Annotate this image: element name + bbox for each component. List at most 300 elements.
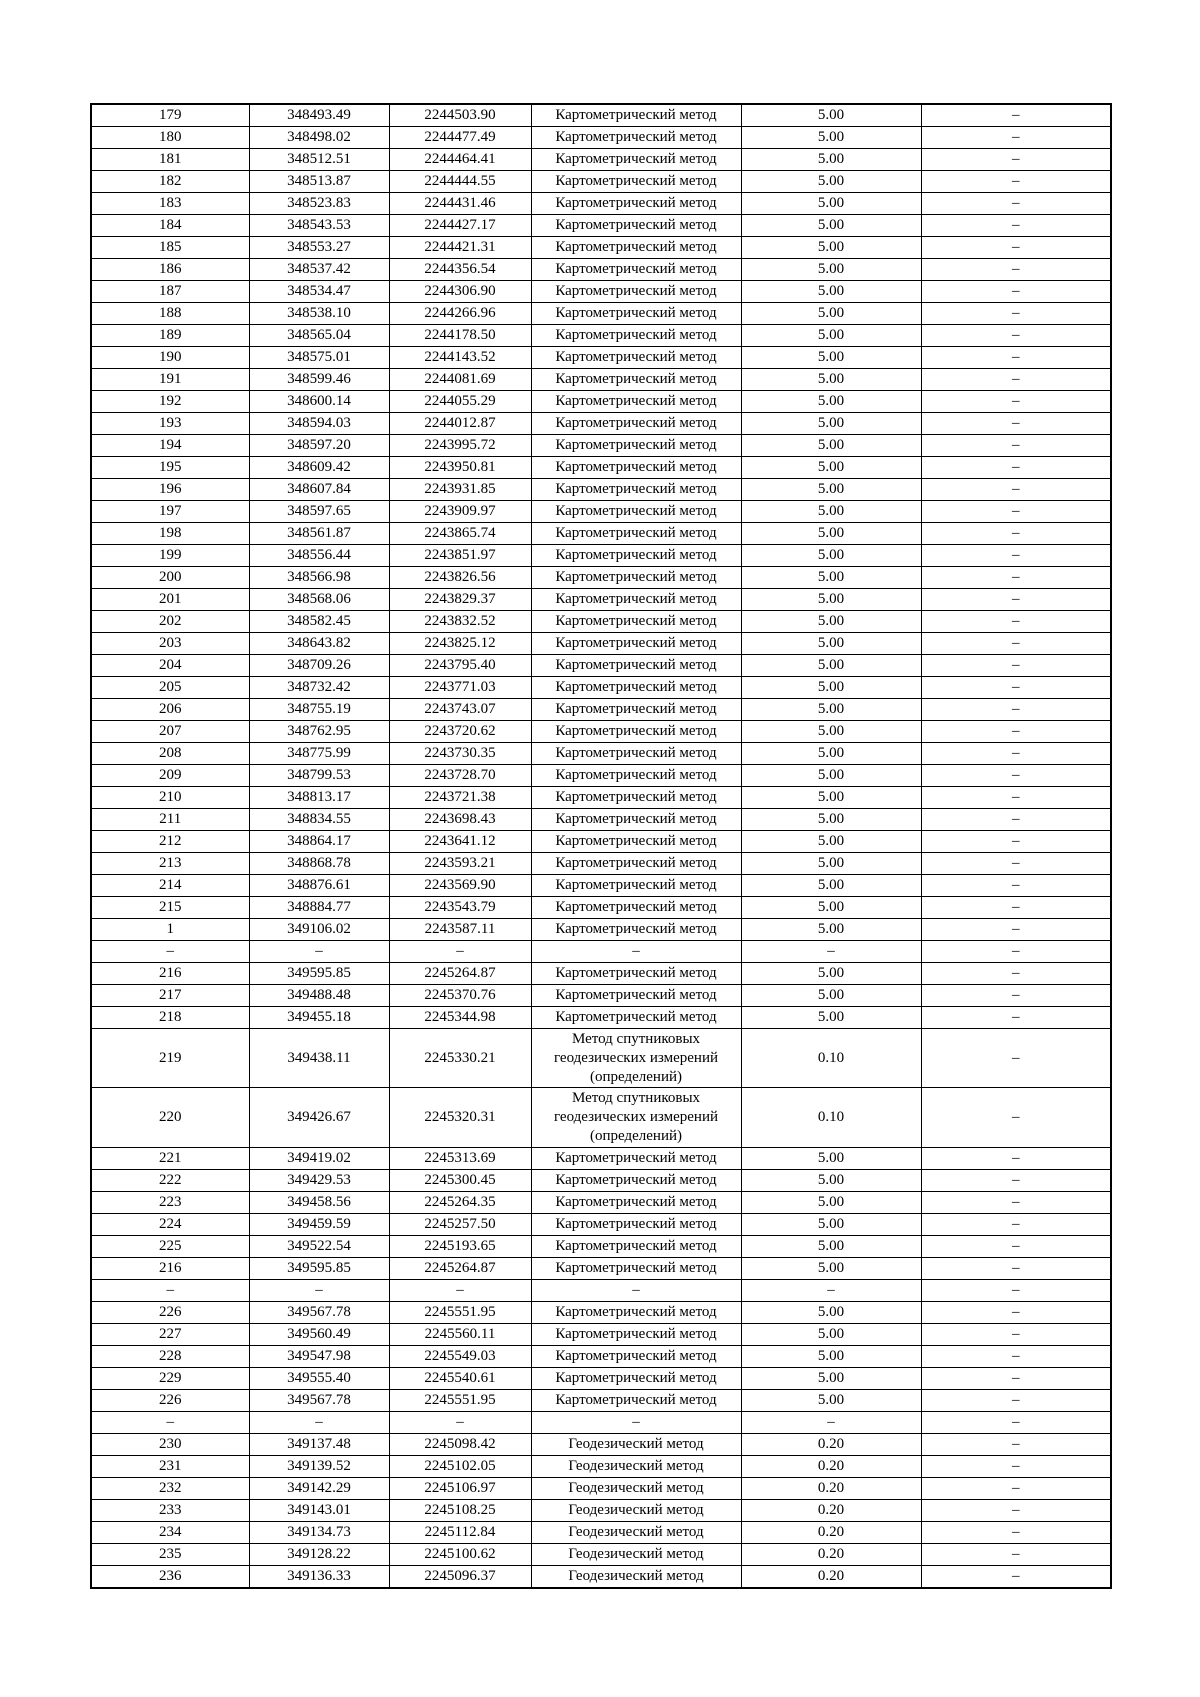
y-coordinate-cell: 2243826.56 xyxy=(389,567,531,589)
table-row xyxy=(91,1029,1111,1088)
method-cell: Картометрический метод xyxy=(531,1345,741,1367)
x-coordinate-cell: 348537.42 xyxy=(249,259,389,281)
y-coordinate-cell: 2243829.37 xyxy=(389,589,531,611)
x-coordinate-cell: 348755.19 xyxy=(249,699,389,721)
point-number-cell: 214 xyxy=(91,875,249,897)
y-coordinate-cell: 2244356.54 xyxy=(389,259,531,281)
precision-cell: 5.00 xyxy=(741,413,921,435)
method-cell: Картометрический метод xyxy=(531,1301,741,1323)
point-number-cell: 210 xyxy=(91,787,249,809)
table-row xyxy=(91,1323,1111,1345)
precision-cell: 5.00 xyxy=(741,1235,921,1257)
precision-cell: 5.00 xyxy=(741,1007,921,1029)
precision-cell: 0.20 xyxy=(741,1477,921,1499)
method-cell: Картометрический метод xyxy=(531,1191,741,1213)
precision-cell: 5.00 xyxy=(741,611,921,633)
method-cell: Картометрический метод xyxy=(531,589,741,611)
method-cell: Картометрический метод xyxy=(531,611,741,633)
y-coordinate-cell: – xyxy=(389,1279,531,1301)
note-cell: – xyxy=(921,1301,1111,1323)
point-number-cell: 218 xyxy=(91,1007,249,1029)
x-coordinate-cell: 349547.98 xyxy=(249,1345,389,1367)
x-coordinate-cell: 348643.82 xyxy=(249,633,389,655)
precision-cell: 5.00 xyxy=(741,1191,921,1213)
x-coordinate-cell: 348568.06 xyxy=(249,589,389,611)
y-coordinate-cell: 2243587.11 xyxy=(389,919,531,941)
method-cell: Картометрический метод xyxy=(531,104,741,127)
method-cell: Картометрический метод xyxy=(531,281,741,303)
note-cell: – xyxy=(921,457,1111,479)
table-row xyxy=(91,699,1111,721)
precision-cell: 5.00 xyxy=(741,479,921,501)
note-cell: – xyxy=(921,1257,1111,1279)
note-cell: – xyxy=(921,875,1111,897)
note-cell: – xyxy=(921,193,1111,215)
point-number-cell: 227 xyxy=(91,1323,249,1345)
method-cell: Картометрический метод xyxy=(531,149,741,171)
method-cell: Геодезический метод xyxy=(531,1565,741,1588)
y-coordinate-cell: 2244012.87 xyxy=(389,413,531,435)
note-cell: – xyxy=(921,545,1111,567)
table-row xyxy=(91,853,1111,875)
method-cell: Геодезический метод xyxy=(531,1521,741,1543)
point-number-cell: 195 xyxy=(91,457,249,479)
y-coordinate-cell: 2245264.35 xyxy=(389,1191,531,1213)
table-row xyxy=(91,677,1111,699)
table-row xyxy=(91,1213,1111,1235)
y-coordinate-cell: 2243995.72 xyxy=(389,435,531,457)
point-number-cell: 204 xyxy=(91,655,249,677)
y-coordinate-cell: 2245551.95 xyxy=(389,1389,531,1411)
note-cell: – xyxy=(921,435,1111,457)
note-cell: – xyxy=(921,941,1111,963)
x-coordinate-cell: 349459.59 xyxy=(249,1213,389,1235)
x-coordinate-cell: 348600.14 xyxy=(249,391,389,413)
table-row xyxy=(91,809,1111,831)
method-cell: Геодезический метод xyxy=(531,1499,741,1521)
x-coordinate-cell: 348599.46 xyxy=(249,369,389,391)
precision-cell: 5.00 xyxy=(741,677,921,699)
precision-cell: 5.00 xyxy=(741,457,921,479)
note-cell: – xyxy=(921,1477,1111,1499)
precision-cell: 5.00 xyxy=(741,1367,921,1389)
x-coordinate-cell: 349419.02 xyxy=(249,1147,389,1169)
method-cell: Картометрический метод xyxy=(531,985,741,1007)
point-number-cell: 232 xyxy=(91,1477,249,1499)
point-number-cell: 194 xyxy=(91,435,249,457)
note-cell: – xyxy=(921,1345,1111,1367)
point-number-cell: 236 xyxy=(91,1565,249,1588)
note-cell: – xyxy=(921,809,1111,831)
table-row xyxy=(91,237,1111,259)
y-coordinate-cell: 2245300.45 xyxy=(389,1169,531,1191)
point-number-cell: 233 xyxy=(91,1499,249,1521)
y-coordinate-cell: 2243543.79 xyxy=(389,897,531,919)
table-row xyxy=(91,963,1111,985)
note-cell: – xyxy=(921,743,1111,765)
x-coordinate-cell: 349567.78 xyxy=(249,1389,389,1411)
y-coordinate-cell: 2243743.07 xyxy=(389,699,531,721)
note-cell: – xyxy=(921,369,1111,391)
precision-cell: 5.00 xyxy=(741,545,921,567)
table-row xyxy=(91,1088,1111,1147)
point-number-cell: 220 xyxy=(91,1088,249,1147)
y-coordinate-cell: 2243950.81 xyxy=(389,457,531,479)
method-cell: Картометрический метод xyxy=(531,303,741,325)
y-coordinate-cell: 2245264.87 xyxy=(389,963,531,985)
table-row xyxy=(91,941,1111,963)
point-number-cell: 226 xyxy=(91,1389,249,1411)
y-coordinate-cell: – xyxy=(389,941,531,963)
table-row xyxy=(91,1455,1111,1477)
note-cell: – xyxy=(921,1433,1111,1455)
x-coordinate-cell: 349134.73 xyxy=(249,1521,389,1543)
y-coordinate-cell: 2244081.69 xyxy=(389,369,531,391)
x-coordinate-cell: 348561.87 xyxy=(249,523,389,545)
x-coordinate-cell: 348864.17 xyxy=(249,831,389,853)
point-number-cell: 197 xyxy=(91,501,249,523)
x-coordinate-cell: 349143.01 xyxy=(249,1499,389,1521)
point-number-cell: 188 xyxy=(91,303,249,325)
x-coordinate-cell: 348498.02 xyxy=(249,127,389,149)
method-cell: Картометрический метод xyxy=(531,919,741,941)
y-coordinate-cell: 2243865.74 xyxy=(389,523,531,545)
point-number-cell: 180 xyxy=(91,127,249,149)
precision-cell: 5.00 xyxy=(741,743,921,765)
precision-cell: 5.00 xyxy=(741,215,921,237)
note-cell: – xyxy=(921,1543,1111,1565)
point-number-cell: 184 xyxy=(91,215,249,237)
precision-cell: 5.00 xyxy=(741,655,921,677)
x-coordinate-cell: 349142.29 xyxy=(249,1477,389,1499)
y-coordinate-cell: 2245257.50 xyxy=(389,1213,531,1235)
note-cell: – xyxy=(921,281,1111,303)
table-row xyxy=(91,721,1111,743)
note-cell: – xyxy=(921,413,1111,435)
y-coordinate-cell: 2243728.70 xyxy=(389,765,531,787)
y-coordinate-cell: 2243720.62 xyxy=(389,721,531,743)
method-cell: Картометрический метод xyxy=(531,655,741,677)
method-cell: Картометрический метод xyxy=(531,127,741,149)
y-coordinate-cell: 2245100.62 xyxy=(389,1543,531,1565)
note-cell: – xyxy=(921,963,1111,985)
table-row xyxy=(91,413,1111,435)
point-number-cell: 213 xyxy=(91,853,249,875)
precision-cell: 0.20 xyxy=(741,1521,921,1543)
precision-cell: 5.00 xyxy=(741,435,921,457)
y-coordinate-cell: 2243795.40 xyxy=(389,655,531,677)
precision-cell: 0.10 xyxy=(741,1088,921,1147)
note-cell: – xyxy=(921,831,1111,853)
precision-cell: 5.00 xyxy=(741,523,921,545)
note-cell: – xyxy=(921,1323,1111,1345)
point-number-cell: 229 xyxy=(91,1367,249,1389)
point-number-cell: 228 xyxy=(91,1345,249,1367)
y-coordinate-cell: 2243832.52 xyxy=(389,611,531,633)
x-coordinate-cell: 349137.48 xyxy=(249,1433,389,1455)
precision-cell: 5.00 xyxy=(741,589,921,611)
y-coordinate-cell: 2243851.97 xyxy=(389,545,531,567)
precision-cell: 5.00 xyxy=(741,809,921,831)
precision-cell: – xyxy=(741,941,921,963)
x-coordinate-cell: 348709.26 xyxy=(249,655,389,677)
table-row xyxy=(91,281,1111,303)
table-row xyxy=(91,1411,1111,1433)
table-row xyxy=(91,347,1111,369)
note-cell: – xyxy=(921,985,1111,1007)
y-coordinate-cell: 2243641.12 xyxy=(389,831,531,853)
point-number-cell: 185 xyxy=(91,237,249,259)
point-number-cell: 200 xyxy=(91,567,249,589)
table-row xyxy=(91,611,1111,633)
y-coordinate-cell: 2245264.87 xyxy=(389,1257,531,1279)
table-row xyxy=(91,897,1111,919)
y-coordinate-cell: 2243593.21 xyxy=(389,853,531,875)
note-cell: – xyxy=(921,1411,1111,1433)
x-coordinate-cell: – xyxy=(249,941,389,963)
point-number-cell: 199 xyxy=(91,545,249,567)
precision-cell: 5.00 xyxy=(741,127,921,149)
precision-cell: 5.00 xyxy=(741,875,921,897)
x-coordinate-cell: 349429.53 xyxy=(249,1169,389,1191)
note-cell: – xyxy=(921,897,1111,919)
x-coordinate-cell: 349128.22 xyxy=(249,1543,389,1565)
precision-cell: – xyxy=(741,1279,921,1301)
method-cell: Картометрический метод xyxy=(531,633,741,655)
method-cell: Картометрический метод xyxy=(531,325,741,347)
y-coordinate-cell: 2243721.38 xyxy=(389,787,531,809)
x-coordinate-cell: 348565.04 xyxy=(249,325,389,347)
precision-cell: 5.00 xyxy=(741,501,921,523)
point-number-cell: 216 xyxy=(91,963,249,985)
table-row xyxy=(91,303,1111,325)
method-cell: Картометрический метод xyxy=(531,853,741,875)
precision-cell: 5.00 xyxy=(741,325,921,347)
precision-cell: 5.00 xyxy=(741,347,921,369)
note-cell: – xyxy=(921,303,1111,325)
precision-cell: 5.00 xyxy=(741,1257,921,1279)
x-coordinate-cell: 349136.33 xyxy=(249,1565,389,1588)
x-coordinate-cell: 348543.53 xyxy=(249,215,389,237)
x-coordinate-cell: 349595.85 xyxy=(249,963,389,985)
y-coordinate-cell: 2244266.96 xyxy=(389,303,531,325)
precision-cell: 5.00 xyxy=(741,391,921,413)
y-coordinate-cell: 2244055.29 xyxy=(389,391,531,413)
y-coordinate-cell: 2244427.17 xyxy=(389,215,531,237)
note-cell: – xyxy=(921,721,1111,743)
point-number-cell: 230 xyxy=(91,1433,249,1455)
note-cell: – xyxy=(921,1521,1111,1543)
precision-cell: 5.00 xyxy=(741,897,921,919)
precision-cell: 5.00 xyxy=(741,831,921,853)
note-cell: – xyxy=(921,1191,1111,1213)
point-number-cell: 187 xyxy=(91,281,249,303)
method-cell: Картометрический метод xyxy=(531,1367,741,1389)
method-cell: Картометрический метод xyxy=(531,765,741,787)
precision-cell: 5.00 xyxy=(741,699,921,721)
method-cell: Картометрический метод xyxy=(531,1007,741,1029)
y-coordinate-cell: 2244444.55 xyxy=(389,171,531,193)
point-number-cell: 182 xyxy=(91,171,249,193)
point-number-cell: 205 xyxy=(91,677,249,699)
x-coordinate-cell: 348607.84 xyxy=(249,479,389,501)
point-number-cell: 203 xyxy=(91,633,249,655)
precision-cell: 0.20 xyxy=(741,1543,921,1565)
point-number-cell: 215 xyxy=(91,897,249,919)
note-cell: – xyxy=(921,1455,1111,1477)
note-cell: – xyxy=(921,633,1111,655)
note-cell: – xyxy=(921,237,1111,259)
method-cell: Картометрический метод xyxy=(531,677,741,699)
point-number-cell: 208 xyxy=(91,743,249,765)
x-coordinate-cell: 349488.48 xyxy=(249,985,389,1007)
y-coordinate-cell: 2245098.42 xyxy=(389,1433,531,1455)
point-number-cell: 192 xyxy=(91,391,249,413)
x-coordinate-cell: 348775.99 xyxy=(249,743,389,765)
note-cell: – xyxy=(921,919,1111,941)
table-row xyxy=(91,501,1111,523)
precision-cell: 5.00 xyxy=(741,721,921,743)
x-coordinate-cell: 348813.17 xyxy=(249,787,389,809)
method-cell: Картометрический метод xyxy=(531,787,741,809)
method-cell: Картометрический метод xyxy=(531,963,741,985)
x-coordinate-cell: 349455.18 xyxy=(249,1007,389,1029)
note-cell: – xyxy=(921,501,1111,523)
x-coordinate-cell: 348534.47 xyxy=(249,281,389,303)
note-cell: – xyxy=(921,1235,1111,1257)
table-row xyxy=(91,1279,1111,1301)
table-row xyxy=(91,787,1111,809)
y-coordinate-cell: 2244306.90 xyxy=(389,281,531,303)
coordinates-table xyxy=(90,103,1112,1589)
table-row xyxy=(91,765,1111,787)
y-coordinate-cell: 2245540.61 xyxy=(389,1367,531,1389)
x-coordinate-cell: 348876.61 xyxy=(249,875,389,897)
table-row xyxy=(91,215,1111,237)
table-row xyxy=(91,149,1111,171)
table-row xyxy=(91,919,1111,941)
point-number-cell: 179 xyxy=(91,104,249,127)
note-cell: – xyxy=(921,149,1111,171)
table-row xyxy=(91,1389,1111,1411)
note-cell: – xyxy=(921,567,1111,589)
table-row xyxy=(91,875,1111,897)
y-coordinate-cell: 2243730.35 xyxy=(389,743,531,765)
x-coordinate-cell: 349106.02 xyxy=(249,919,389,941)
note-cell: – xyxy=(921,1088,1111,1147)
method-cell: Картометрический метод xyxy=(531,743,741,765)
precision-cell: 5.00 xyxy=(741,787,921,809)
point-number-cell: 181 xyxy=(91,149,249,171)
x-coordinate-cell: 349139.52 xyxy=(249,1455,389,1477)
note-cell: – xyxy=(921,1213,1111,1235)
precision-cell: 5.00 xyxy=(741,1345,921,1367)
y-coordinate-cell: 2244421.31 xyxy=(389,237,531,259)
note-cell: – xyxy=(921,1499,1111,1521)
y-coordinate-cell: 2245102.05 xyxy=(389,1455,531,1477)
note-cell: – xyxy=(921,1147,1111,1169)
method-cell: Картометрический метод xyxy=(531,193,741,215)
method-cell: – xyxy=(531,1279,741,1301)
point-number-cell: 206 xyxy=(91,699,249,721)
table-row xyxy=(91,743,1111,765)
precision-cell: 5.00 xyxy=(741,171,921,193)
x-coordinate-cell: 348582.45 xyxy=(249,611,389,633)
x-coordinate-cell: 348523.83 xyxy=(249,193,389,215)
note-cell: – xyxy=(921,1565,1111,1588)
method-cell: Картометрический метод xyxy=(531,501,741,523)
precision-cell: 0.20 xyxy=(741,1565,921,1588)
y-coordinate-cell: 2243909.97 xyxy=(389,501,531,523)
precision-cell: 5.00 xyxy=(741,259,921,281)
precision-cell: 5.00 xyxy=(741,281,921,303)
method-cell: Картометрический метод xyxy=(531,171,741,193)
point-number-cell: 190 xyxy=(91,347,249,369)
table-row xyxy=(91,1301,1111,1323)
note-cell: – xyxy=(921,1279,1111,1301)
method-cell: Картометрический метод xyxy=(531,1213,741,1235)
note-cell: – xyxy=(921,347,1111,369)
note-cell: – xyxy=(921,479,1111,501)
precision-cell: 5.00 xyxy=(741,369,921,391)
table-row xyxy=(91,325,1111,347)
precision-cell: 5.00 xyxy=(741,104,921,127)
point-number-cell: 231 xyxy=(91,1455,249,1477)
table-row xyxy=(91,479,1111,501)
note-cell: – xyxy=(921,699,1111,721)
point-number-cell: 235 xyxy=(91,1543,249,1565)
x-coordinate-cell: 348512.51 xyxy=(249,149,389,171)
point-number-cell: 207 xyxy=(91,721,249,743)
method-cell: Картометрический метод xyxy=(531,391,741,413)
method-cell: Картометрический метод xyxy=(531,875,741,897)
precision-cell: 5.00 xyxy=(741,853,921,875)
method-cell: Картометрический метод xyxy=(531,1257,741,1279)
table-row xyxy=(91,1499,1111,1521)
point-number-cell: 193 xyxy=(91,413,249,435)
note-cell: – xyxy=(921,1389,1111,1411)
y-coordinate-cell: 2245320.31 xyxy=(389,1088,531,1147)
note-cell: – xyxy=(921,655,1111,677)
note-cell: – xyxy=(921,523,1111,545)
table-row xyxy=(91,193,1111,215)
y-coordinate-cell: 2245549.03 xyxy=(389,1345,531,1367)
point-number-cell: 226 xyxy=(91,1301,249,1323)
method-cell: Картометрический метод xyxy=(531,721,741,743)
y-coordinate-cell: 2245370.76 xyxy=(389,985,531,1007)
precision-cell: 5.00 xyxy=(741,567,921,589)
x-coordinate-cell: 348884.77 xyxy=(249,897,389,919)
table-row xyxy=(91,171,1111,193)
note-cell: – xyxy=(921,589,1111,611)
precision-cell: 5.00 xyxy=(741,985,921,1007)
method-cell: Картометрический метод xyxy=(531,347,741,369)
note-cell: – xyxy=(921,215,1111,237)
note-cell: – xyxy=(921,765,1111,787)
y-coordinate-cell: 2245551.95 xyxy=(389,1301,531,1323)
precision-cell: 5.00 xyxy=(741,633,921,655)
method-cell: Картометрический метод xyxy=(531,237,741,259)
table-row xyxy=(91,1191,1111,1213)
table-row xyxy=(91,1147,1111,1169)
point-number-cell: 211 xyxy=(91,809,249,831)
y-coordinate-cell: – xyxy=(389,1411,531,1433)
x-coordinate-cell: 348609.42 xyxy=(249,457,389,479)
y-coordinate-cell: 2243771.03 xyxy=(389,677,531,699)
x-coordinate-cell: 349438.11 xyxy=(249,1029,389,1088)
x-coordinate-cell: 348732.42 xyxy=(249,677,389,699)
table-row xyxy=(91,1521,1111,1543)
